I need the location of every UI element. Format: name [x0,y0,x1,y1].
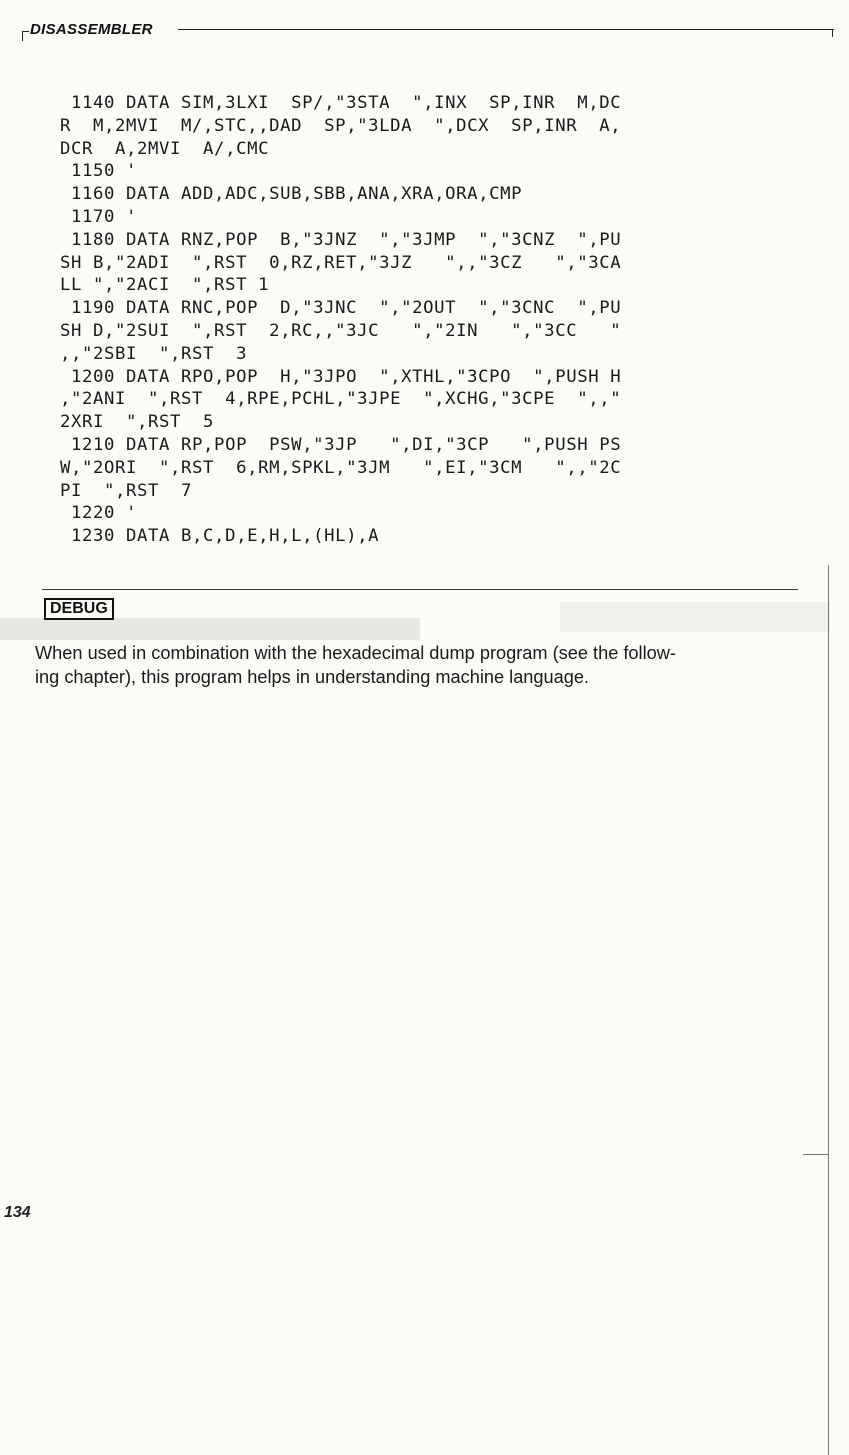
code-line: 1220 ' [60,503,138,524]
code-line: LL ","2ACI ",RST 1 [60,275,270,296]
code-line: W,"2ORI ",RST 6,RM,SPKL,"3JM ",EI,"3CM ",,"2C [60,457,622,478]
debug-paragraph [35,641,810,689]
code-line: 1170 ' [60,206,138,227]
code-line: SH D,"2SUI ",RST 2,RC,,"3JC ","2IN ","3CC " [60,320,622,341]
code-line: 1150 ' [60,161,138,182]
section-title: DISASSEMBLER [30,21,153,38]
margin-rule [828,565,829,1455]
header-rule-end [832,29,833,37]
code-line: PI ",RST 7 [60,480,193,501]
code-line: DCR A,2MVI A/,CMC [60,138,270,159]
paragraph-line: ing chapter), this program helps in understanding machine language. [35,667,590,687]
basic-code-listing [60,92,810,548]
code-line: 1230 DATA B,C,D,E,H,L,(HL),A [60,526,380,547]
code-line: 1190 DATA RNC,POP D,"3JNC ","2OUT ","3CNC ",PU [60,298,622,319]
scan-smudge [560,602,830,632]
code-line: 1180 DATA RNZ,POP B,"3JNZ ","3JMP ","3CNZ ",PU [60,229,622,250]
code-line: 1200 DATA RPO,POP H,"3JPO ",XTHL,"3CPO ",PUSH H [60,366,622,387]
scan-smudge [0,618,420,640]
paragraph-line: When used in combination with the hexadecimal dump program (see the follow- [35,643,676,663]
debug-heading-box: DEBUG [44,598,114,620]
code-line: ,"2ANI ",RST 4,RPE,PCHL,"3JPE ",XCHG,"3CPE ",," [60,389,622,410]
code-line: ,,"2SBI ",RST 3 [60,343,248,364]
margin-rule-foot [803,1154,829,1155]
page-number: 134 [4,1204,31,1221]
code-line: R M,2MVI M/,STC,,DAD SP,"3LDA ",DCX SP,INR A, [60,115,622,136]
code-line: 1140 DATA SIM,3LXI SP/,"3STA ",INX SP,INR M,DC [60,93,622,113]
header-corner-mark [22,31,29,41]
code-line: 1160 DATA ADD,ADC,SUB,SBB,ANA,XRA,ORA,CMP [60,184,523,205]
code-line: SH B,"2ADI ",RST 0,RZ,RET,"3JZ ",,"3CZ ","3CA [60,252,622,273]
header-rule [178,29,834,30]
section-divider [42,589,798,590]
code-line: 2XRI ",RST 5 [60,412,215,433]
code-line: 1210 DATA RP,POP PSW,"3JP ",DI,"3CP ",PUSH PS [60,434,622,455]
